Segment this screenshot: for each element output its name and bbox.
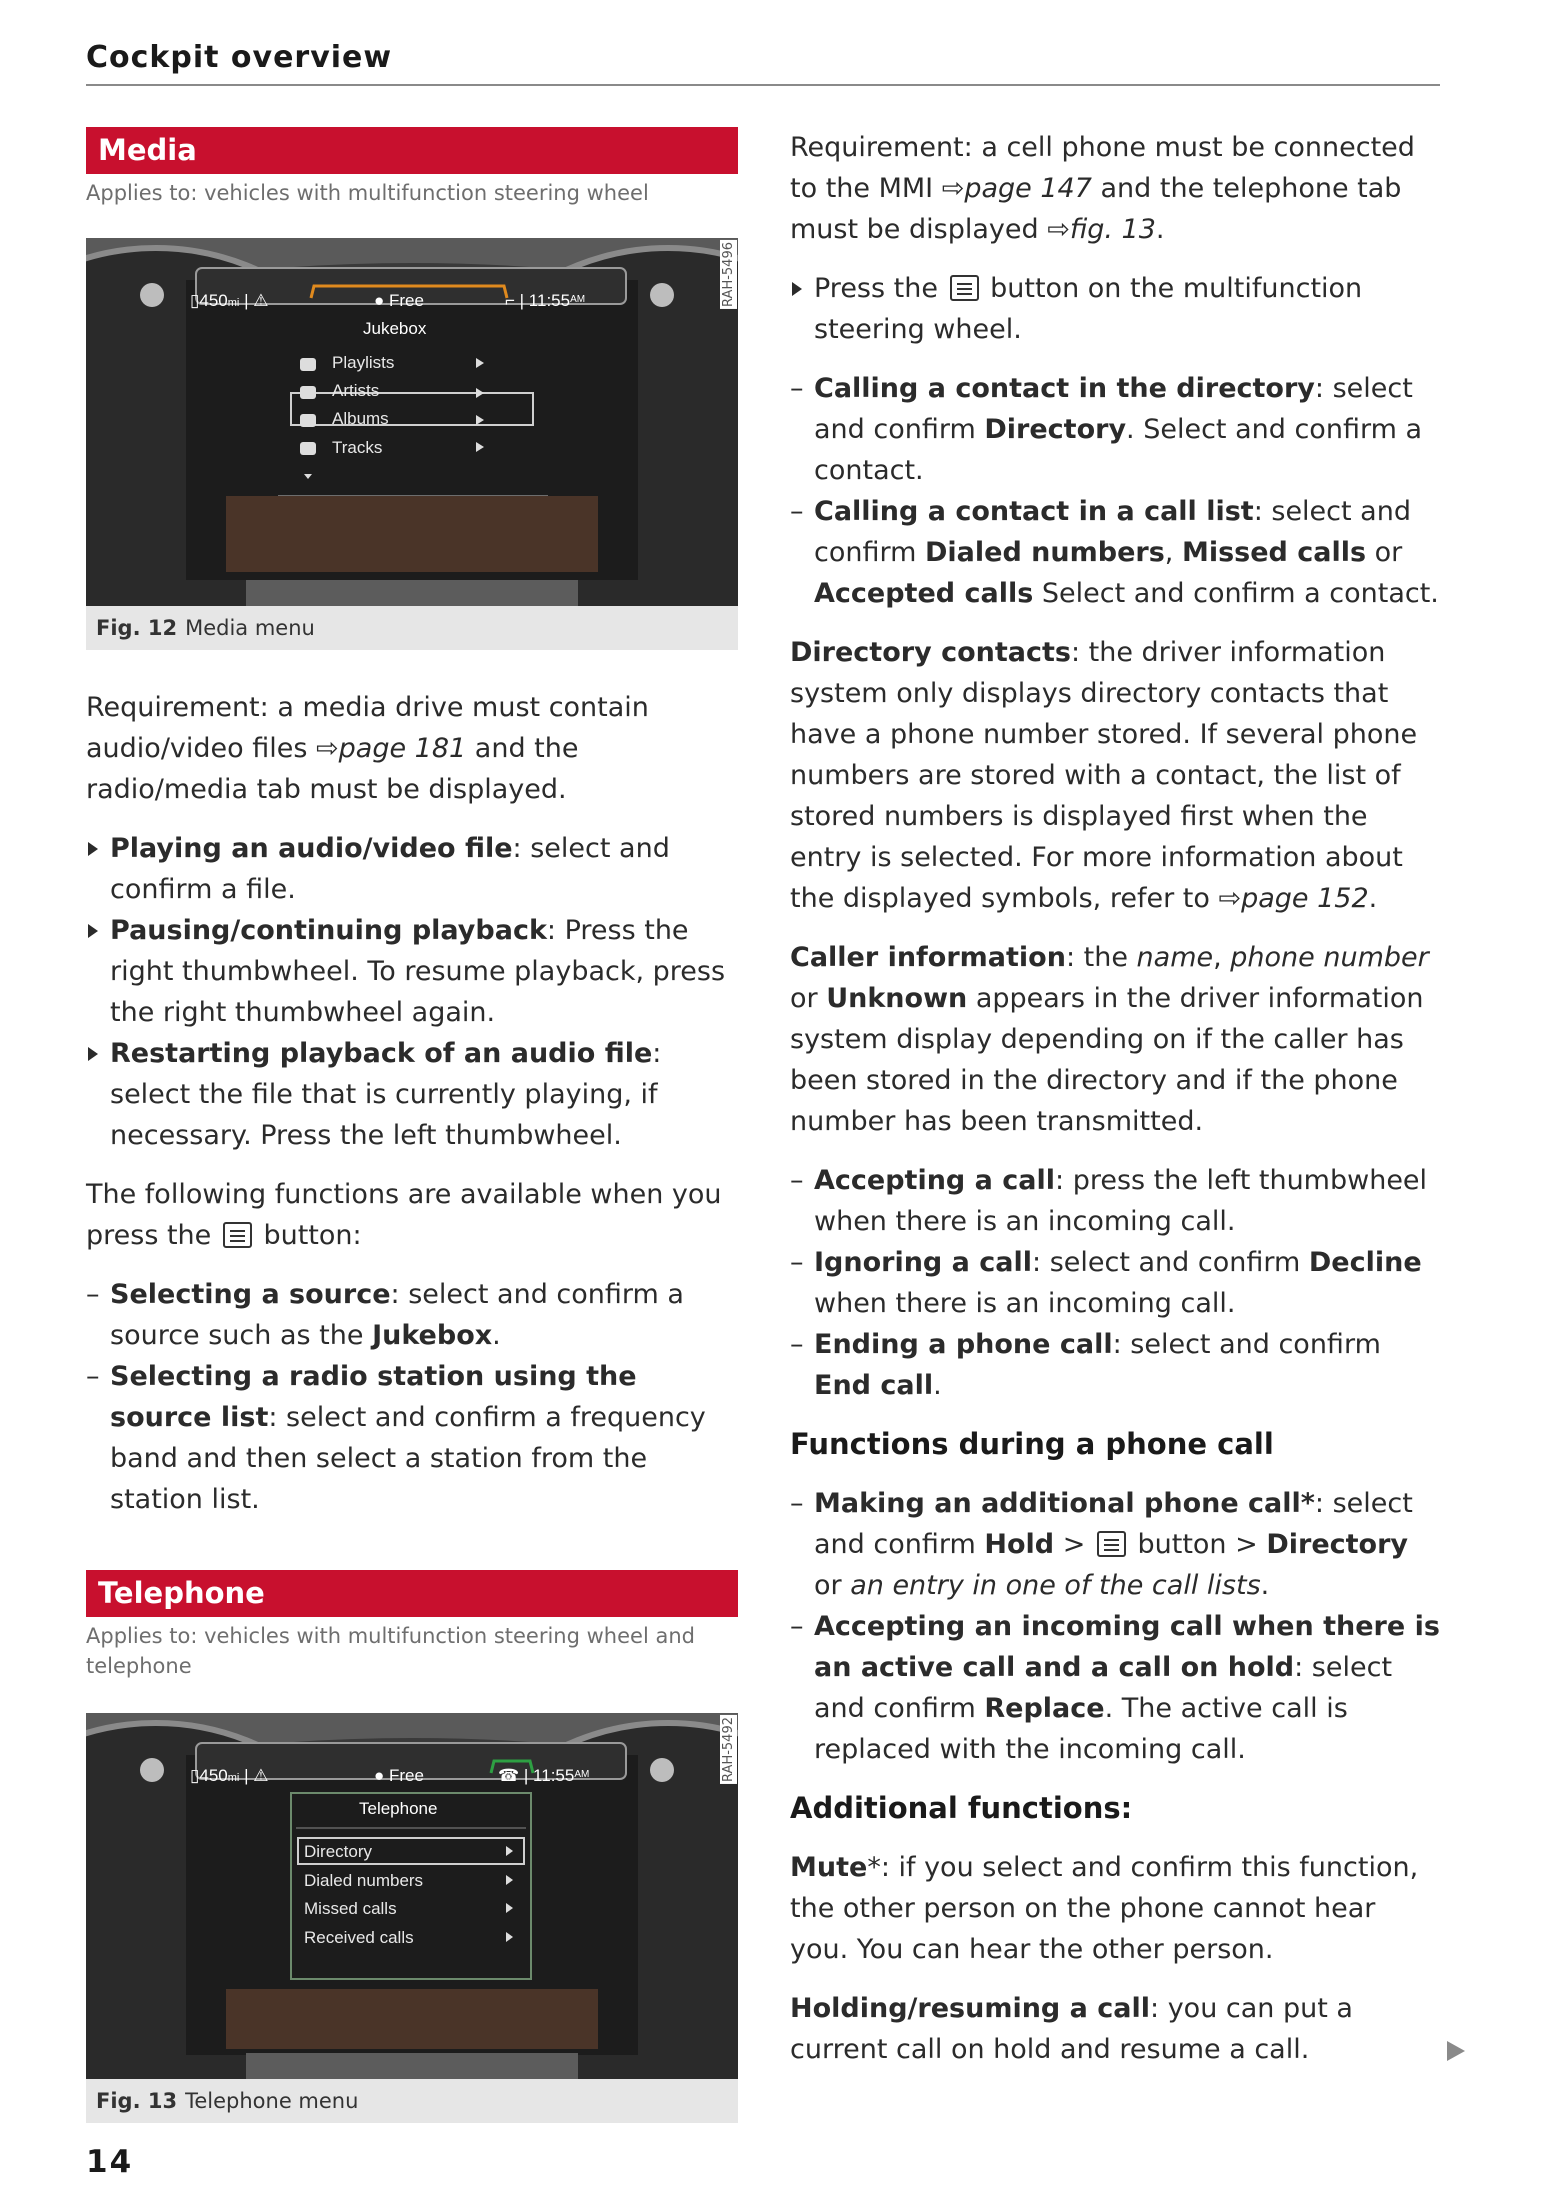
continue-arrow-icon	[1447, 2041, 1465, 2061]
menu-item-artists: Artists	[332, 381, 380, 400]
menu-item-playlists: Playlists	[332, 353, 395, 372]
figure-caption: Fig. 12 Media menu	[86, 606, 738, 650]
menu-item-tracks: Tracks	[332, 438, 383, 457]
header-rule	[86, 84, 1440, 86]
hold-resume-para: Holding/resuming a call: you can put a current call on hold and resume a call.	[790, 1993, 1353, 2065]
media-functions-intro: The following functions are available when you press the button:	[86, 1179, 722, 1251]
menu-item-directory: Directory	[304, 1842, 373, 1861]
range-readout: ▯450mi | ⚠	[190, 291, 269, 310]
range-readout: ▯450mi | ⚠	[190, 1766, 269, 1785]
screen-title-telephone: Telephone	[359, 1799, 438, 1818]
artist-icon	[300, 386, 316, 399]
dash-end-call: – Ending a phone call: select and confirm End call.	[790, 1329, 1381, 1401]
figure-caption: Fig. 13 Telephone menu	[86, 2079, 738, 2123]
arrow-ref-icon: ⇨	[941, 173, 965, 204]
dash-call-list: – Calling a contact in a call list: select and confirm Dialed numbers, Missed calls or Accepted calls Select and confirm a contact.	[790, 496, 1439, 609]
image-code: RAH-5496	[721, 242, 736, 307]
step-triangle-icon	[88, 1047, 98, 1061]
step-press-button: Press the button on the multifunction steering wheel.	[790, 268, 1442, 350]
album-icon	[300, 414, 316, 427]
step-triangle-icon	[792, 282, 802, 296]
clock-readout: ⌐ | $11:55^{AM}$	[505, 291, 586, 310]
mute-para: Mute*: if you select and confirm this function, the other person on the phone cannot hear you. You can hear the other person.	[790, 1852, 1419, 1965]
arrow-ref-icon: ⇨	[1047, 214, 1070, 245]
menu-item-dialed-numbers: Dialed numbers	[304, 1871, 424, 1890]
playlist-icon	[300, 358, 316, 371]
figure-13	[86, 1713, 738, 2123]
image-code: RAH-5492	[721, 1717, 736, 1782]
dash-additional-call: – Making an additional phone call*: select and confirm Hold > button > Directory or an entry in one of the call lists.	[790, 1488, 1413, 1601]
menu-item-missed-calls: Missed calls	[304, 1899, 397, 1918]
dash-select-source: – Selecting a source: select and confirm a source such as the Jukebox.	[86, 1279, 684, 1351]
status-free: ● Free	[374, 1766, 424, 1785]
telephone-section-heading: Telephone	[86, 1570, 738, 1617]
media-menu-image	[86, 238, 738, 606]
menu-item-albums: Albums	[332, 409, 389, 428]
arrow-ref-icon: ⇨	[1218, 883, 1242, 914]
step-play: Playing an audio/video file: select and confirm a file.	[86, 828, 738, 910]
track-icon	[300, 442, 316, 455]
page-header-title: Cockpit overview	[86, 40, 393, 75]
step-restart: Restarting playback of an audio file: select the file that is currently playing, if necessary. Press the left thumbwheel.	[86, 1033, 738, 1156]
step-triangle-icon	[88, 842, 98, 856]
menu-item-received-calls: Received calls	[304, 1928, 414, 1947]
screen-title-jukebox: Jukebox	[363, 319, 427, 338]
figure-12	[86, 238, 738, 650]
additional-functions-heading: Additional functions:	[790, 1791, 1133, 1825]
during-call-heading: Functions during a phone call	[790, 1427, 1274, 1461]
media-applies-to: Applies to: vehicles with multifunction steering wheel	[86, 181, 649, 205]
directory-contacts-para: Directory contacts: the driver information system only displays directory contacts that have a phone number stored. If several phone numbers are stored with a contact, the list of stored numbers is displayed first when the entry is selected. For more information about the displayed symbols, refer to ⇨page 152.	[790, 637, 1418, 914]
right-column	[790, 127, 1442, 2070]
left-column	[86, 127, 738, 2123]
arrow-ref-icon: ⇨	[316, 733, 339, 764]
media-requirement: Requirement: a media drive must contain audio/video files ⇨page 181 and the radio/media tab must be displayed.	[86, 692, 649, 805]
telephone-requirement: Requirement: a cell phone must be connected to the MMI ⇨page 147 and the telephone tab must be displayed ⇨fig. 13.	[790, 132, 1415, 245]
media-section-heading: Media	[86, 127, 738, 174]
page-number: 14	[86, 2144, 134, 2180]
menu-button-icon	[1097, 1531, 1126, 1557]
step-triangle-icon	[88, 924, 98, 938]
clock-readout: ☎ | $11:55^{AM}$	[498, 1766, 590, 1785]
dash-ignore-call: – Ignoring a call: select and confirm Decline when there is an incoming call.	[790, 1247, 1422, 1319]
telephone-applies-to: Applies to: vehicles with multifunction steering wheel and telephone	[86, 1624, 695, 1678]
menu-button-icon	[950, 275, 979, 301]
telephone-menu-image	[86, 1713, 738, 2079]
status-free: ● Free	[374, 291, 424, 310]
menu-button-icon	[223, 1222, 252, 1248]
caller-info-para: Caller information: the name, phone number or Unknown appears in the driver information system display depending on if the caller has been stored in the directory and if the phone number has been transmitted.	[790, 942, 1429, 1137]
dash-call-directory: – Calling a contact in the directory: select and confirm Directory. Select and confirm a contact.	[790, 373, 1423, 486]
dash-select-radio: – Selecting a radio station using the source list: select and confirm a frequency band and then select a station from the station list.	[86, 1361, 706, 1515]
dash-accept-call: – Accepting a call: press the left thumbwheel when there is an incoming call.	[790, 1165, 1428, 1237]
dash-accept-hold: – Accepting an incoming call when there is an active call and a call on hold: select and confirm Replace. The active call is replaced with the incoming call.	[790, 1611, 1440, 1765]
step-pause: Pausing/continuing playback: Press the right thumbwheel. To resume playback, press the right thumbwheel again.	[86, 910, 738, 1033]
